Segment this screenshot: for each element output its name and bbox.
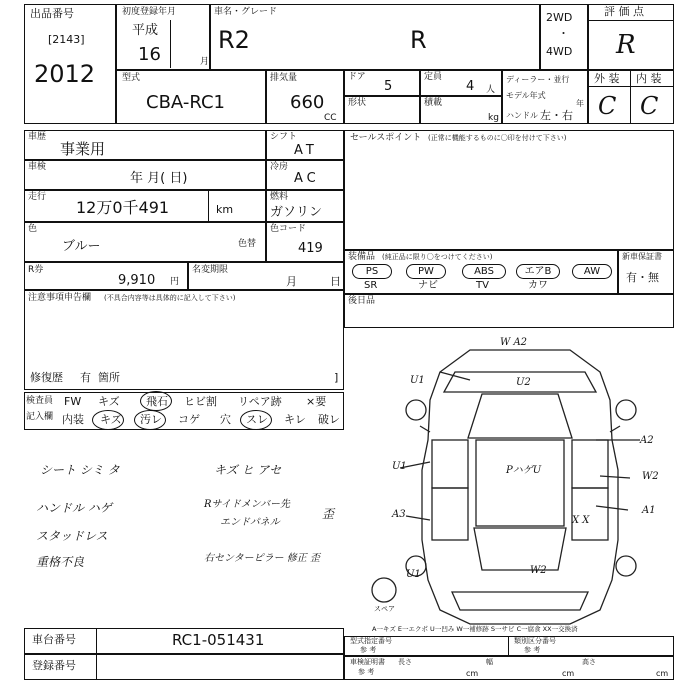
sales-point-sub: (正常に機能するものに〇印を付けて下さい) [428,134,567,142]
inspector-crack: ヒビ割 [184,395,217,408]
drive-dot: ・ [558,27,569,40]
mark-a3-left: A3 [392,509,406,520]
car-wheel-fr [616,400,636,420]
notes-sub: (不具合内容等は具体的に記入して下さい) [104,294,236,302]
drive-2wd: 2WD [546,11,573,24]
dimension-cell [344,656,674,680]
repair-unit: 箇所 [98,371,120,384]
color-label: 色 [28,224,38,234]
ac-value: AC [294,171,320,186]
inspector-label-2: 記入欄 [26,412,54,422]
capacity-label: 定員 [424,72,443,82]
model-name: R2 [218,26,250,54]
spare-tire [372,578,396,602]
inspector-tear: 破レ [318,413,340,426]
sheet-year: 2012 [34,60,96,88]
rear-items-cell [344,294,674,328]
equip-airbag: エアB [516,264,560,279]
equip-abs: ABS [462,264,506,279]
inspection-cert-ref: 参 考 [358,668,375,676]
recycle-cell [24,262,188,290]
fuel-value: ガソリン [270,205,323,220]
note-left-4: 重格不良 [36,555,85,569]
spare-label: スペア [374,605,395,613]
mark-line-4 [600,476,630,478]
handle-value: 左・右 [540,109,573,122]
capacity-unit: 人 [486,85,496,95]
car-body-outline [422,350,618,624]
registration-label: 初度登録年月 [122,7,177,17]
car-wheel-rr [616,556,636,576]
inspector-dirt: 汚レ [140,413,162,426]
cert-type-ref: 参 考 [360,646,377,654]
mark-a2-right: A2 [640,435,654,446]
car-mirror-right [610,426,620,432]
interior-label: 内 装 [636,72,662,85]
height-label: 高さ [582,658,596,666]
mark-xx: X X [572,515,590,526]
inspector-burn: コゲ [178,413,200,426]
warranty-value: 有・無 [626,271,659,284]
load-label: 積載 [424,98,443,108]
note-right-2a: Rサイドメンバー先 [204,499,291,510]
score-value: R [616,30,636,60]
drive-4wd: 4WD [546,45,573,58]
displacement-value: 660 [290,92,325,113]
width-label: 幅 [486,658,493,666]
mileage-divider [208,190,209,222]
equip-aw: AW [572,264,612,279]
registration-divider [170,20,171,68]
equip-tv: TV [476,280,489,291]
car-door-right-rear [572,488,608,540]
equip-pw: PW [406,264,446,279]
equipment-label: 装備品 [348,252,376,262]
mileage-unit: km [216,203,234,216]
model-year-label: モデル年式 [506,91,546,100]
note-left-2: ハンドル ハゲ [36,501,112,515]
chassis-label: 車台番号 [32,633,76,646]
cert-type-label: 型式指定番号 [350,637,392,645]
inspector-stone: 飛石 [146,395,168,408]
inspector-repair: リペア跡 [238,395,282,408]
inspector-int-scratch: キズ [100,413,122,426]
mark-line-1 [440,372,470,380]
mark-a1-right: A1 [642,505,656,516]
model-year-unit: 年 [576,99,584,108]
name-change-month: 月 [286,275,297,288]
recycle-value: 9,910 [118,273,156,288]
note-right-2c: 歪 [322,507,335,521]
exterior-interior-divider [630,70,631,124]
note-left-3: スタッドレス [36,529,108,543]
name-change-day: 日 [330,275,341,288]
registration-number-label: 登録番号 [32,659,76,672]
model-label: 車名・グレード [214,7,278,17]
length-label: 長さ [398,658,412,666]
cert-cell [344,636,674,656]
inspector-fw: FW [64,395,82,408]
cert-divider [508,636,509,656]
inspector-interior: 内装 [62,413,84,426]
capacity-value: 4 [466,79,475,94]
inspector-dirt-circle [134,410,166,430]
inspector-hole: 穴 [220,413,231,426]
sales-point-label: セールスポイント [350,133,422,143]
handle-label: ハンドル [506,111,538,120]
chassis-value: RC1-051431 [172,631,265,649]
damage-legend: A一キズ E一エクボ U一凹み W一補修跡 S一サビ C一腐食 XX一交換済 [372,625,578,633]
color-change-label: 色替 [238,239,257,249]
inspection-label: 車検 [28,162,47,172]
recycle-unit: 円 [170,277,180,287]
note-right-3: 右センターピラー 修正 歪 [204,553,320,564]
doors-value: 5 [384,79,393,94]
car-windshield [468,394,572,438]
car-door-left-rear [432,488,468,540]
doors-label: ドア [348,72,366,82]
car-rear-window [474,528,566,570]
inspector-cut: キレ [284,413,306,426]
warranty-label: 新車保証書 [622,252,662,261]
mark-u1-bottom: U1 [406,569,421,580]
mileage-label: 走行 [28,192,47,202]
notes-label: 注意事項申告欄 [28,293,92,303]
notes-cell [24,290,344,390]
inspector-scratch: キズ [98,395,120,408]
mark-wa2: W A2 [500,337,528,348]
mark-line-5 [406,516,430,520]
inspector-int-scratch-circle [92,410,124,430]
inspector-label-1: 検査員 [26,396,54,406]
lot-label: 出品番号 [30,7,74,20]
score-divider [588,20,674,21]
repair-value: 有 [80,371,91,384]
car-trunk [452,592,588,610]
mark-line-6 [596,506,628,510]
width-unit: cm [562,669,575,678]
note-right-2b: エンドパネル [220,517,280,528]
type-value: CBA-RC1 [146,92,225,113]
displacement-unit: CC [324,113,337,123]
equip-ps: PS [352,264,392,279]
car-door-right-front [572,440,608,488]
inspection-cert-label: 車検証明書 [350,658,385,666]
mark-roof: PハゲU [506,465,542,476]
height-unit: cm [656,669,669,678]
class-ref: 参 考 [524,646,541,654]
mark-u1-left: U1 [392,461,407,472]
car-door-left-front [432,440,468,488]
registration-era: 平成 [132,23,159,38]
type-label: 型式 [122,73,141,83]
dealer-label: ディーラー・並行 [506,75,570,84]
ac-label: 冷房 [270,162,289,172]
length-unit: cm [466,669,479,678]
shape-label: 形状 [348,98,367,108]
equip-leather: カワ [528,280,548,291]
inspector-wear-circle [240,410,272,430]
car-mirror-left [420,426,430,432]
history-value: 事業用 [60,140,106,158]
inspector-need: ×要 [306,395,327,408]
exterior-label: 外 装 [594,72,620,85]
mark-u2-top: U2 [516,377,531,388]
recycle-label: R券 [28,265,44,275]
history-label: 車歴 [28,132,47,142]
color-code-label: 色コード [270,224,307,234]
color-cell [24,222,266,262]
mileage-value: 12万0千491 [76,198,170,217]
exterior-grade: C [598,92,617,120]
mark-w2-bottom: W2 [530,565,547,576]
fuel-label: 燃料 [270,192,289,202]
score-label: 評 価 点 [604,5,644,18]
inspector-wear: スレ [246,413,268,426]
repair-bracket: ] [334,371,339,384]
interior-grade: C [640,92,659,120]
shift-value: AT [294,143,318,158]
name-change-label: 名変期限 [192,265,229,275]
grade-value: R [410,26,427,54]
note-left-1: シート シミ タ [40,463,120,477]
mark-w2-right: W2 [642,471,659,482]
equipment-sub: (純正品に限り〇をつけてください) [382,253,493,261]
rear-items-label: 後日品 [348,296,376,306]
inspector-stone-circle [140,391,172,411]
sales-point-cell [344,130,674,250]
lot-number: [2143] [48,33,85,46]
registration-year: 16 [138,44,161,65]
car-roof [476,440,564,526]
color-code-value: 419 [298,241,323,256]
equip-sr: SR [364,280,378,291]
displacement-label: 排気量 [270,73,298,83]
inspection-value: 年 月( 日) [130,171,188,186]
shift-label: シフト [270,132,298,142]
car-wheel-fl [406,400,426,420]
exterior-interior-hdivider [588,86,674,87]
class-label: 類別区分番号 [514,637,556,645]
mark-u1-top: U1 [410,375,425,386]
repair-label: 修復歴 [30,371,63,384]
note-right-1: キズ ヒ アセ [214,463,282,477]
registration-month-unit: 月 [200,57,210,67]
load-unit: kg [488,113,499,123]
color-value: ブルー [62,239,101,254]
equip-navi: ナビ [418,280,438,291]
